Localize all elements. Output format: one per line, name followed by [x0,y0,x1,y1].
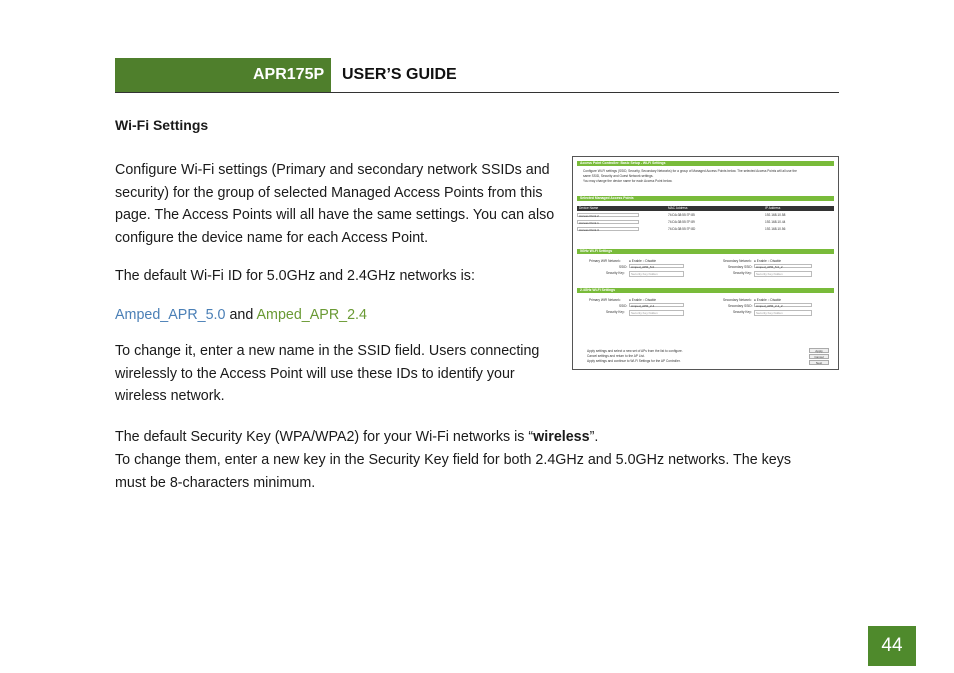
ssid-5ghz: Amped_APR_5.0 [115,307,226,323]
shot-bar-24ghz: 2.4GHz Wi-Fi Settings [577,288,834,293]
wifi-settings-screenshot: Access Point Controller: Basic Setup - Wi-Fi Settings Configure Wi-Fi settings (SSID, Security, Secondary Networks) for a group of Managed Access Points below. The selected Access Points will all use the same SSID, Security and Guest Network settings. You may change the device name for each Access Point below. Selected Managed Access Points Device Name MAC Address IP Address Access Point 2 74:DA:38:55:7F:85 192.168.10.58 Access Point 1 74:DA:38:55:7F:89 192.168.10.44 Access Point 3 74:DA:38:55:7F:8D 192.168.10.56 5GHz Wi-Fi Settings Primary WiFi Network: ● Enable ○ Disable SSID: Amped_APR_5.0 Security Key: Security Key hidden Secondary Network: ● Enable ○ Disable Secondary SSID: Amped_APR_5.0_2 Security Key: Security Key hidden 2.4GHz Wi-Fi Settings Primary WiFi Network: ● Enable ○ Disable SSID: Amped_APR_2.4 Security Key: Security Key hidden Secondary Network: ● Enable ○ Disable Secondary SSID: Amped_APR_2.4_2 Security Key: Security Key hidden Apply settings and select a new set of APs from the list to configure. Cancel settings and return to the AP List. Apply settings and continue to Wi-Fi Settings for the AP Controller. Apply Cancel Next [572,156,839,370]
paragraph-change-key: To change them, enter a new key in the Security Key field for both 2.4GHz and 5.0GHz networks. The keys must be 8-characters minimum. [115,452,792,491]
shot-ssid-5-input[interactable]: Amped_APR_5.0 [629,264,684,268]
shot-ssid-24-input[interactable]: Amped_APR_2.4 [629,303,684,307]
shot-intro-1: Configure Wi-Fi settings (SSID, Security, Secondary Networks) for a group of Managed Access Points below. The selected Access Points will all use the [583,169,797,173]
shot-intro-3: You may change the device name for each Access Point below. [583,179,673,183]
shot-device-name-field[interactable]: Access Point 1 [577,220,639,224]
shot-bar-5ghz: 5GHz Wi-Fi Settings [577,249,834,254]
paragraph-security-key: The default Security Key (WPA/WPA2) for your Wi-Fi networks is “wireless”. [115,429,599,445]
paragraph-default-id: The default Wi-Fi ID for 5.0GHz and 2.4GHz networks is: [115,268,475,284]
shot-enable-radio[interactable]: ● Enable ○ Disable [629,259,657,263]
shot-enable-radio[interactable]: ● Enable ○ Disable [754,298,782,302]
shot-intro-2: same SSID, Security and Guest Network settings. [583,174,654,178]
shot-enable-radio[interactable]: ● Enable ○ Disable [629,298,657,302]
paragraph-change-ssid: To change it, enter a new name in the SSID field. Users connecting wirelessly to the Access Point will use these IDs to identify your wireless network. [115,343,540,404]
shot-table-header [577,206,834,211]
ssid-24ghz: Amped_APR_2.4 [256,307,367,323]
shot-next-button[interactable]: Next [809,360,829,365]
header-rule [115,92,839,93]
page-number: 44 [868,626,916,666]
ssid-line: Amped_APR_5.0 and Amped_APR_2.4 [115,307,367,323]
section-title: Wi-Fi Settings [115,117,209,133]
shot-cancel-button[interactable]: Cancel [809,354,829,359]
guide-title: USER’S GUIDE [342,66,457,83]
paragraph-configure: Configure Wi-Fi settings (Primary and secondary network SSIDs and security) for the group of selected Managed Access Points from this page. The Access Points will all have the same settings. You can also configure the device name for each Access Point. [115,162,555,246]
shot-key-5-sec-input[interactable]: Security Key hidden [754,271,812,277]
shot-key-5-input[interactable]: Security Key hidden [629,271,684,277]
shot-key-24-sec-input[interactable]: Security Key hidden [754,310,812,316]
shot-device-name-field[interactable]: Access Point 3 [577,227,639,231]
shot-ssid-24-sec-input[interactable]: Amped_APR_2.4_2 [754,303,812,307]
shot-enable-radio[interactable]: ● Enable ○ Disable [754,259,782,263]
shot-device-name-field[interactable]: Access Point 2 [577,213,639,217]
shot-bar-selected-aps: Selected Managed Access Points [577,196,834,201]
shot-bar-basic-setup: Access Point Controller: Basic Setup - Wi-Fi Settings [577,161,834,166]
shot-apply-button[interactable]: Apply [809,348,829,353]
shot-ssid-5-sec-input[interactable]: Amped_APR_5.0_2 [754,264,812,268]
shot-key-24-input[interactable]: Security Key hidden [629,310,684,316]
model-name: APR175P [253,66,325,83]
